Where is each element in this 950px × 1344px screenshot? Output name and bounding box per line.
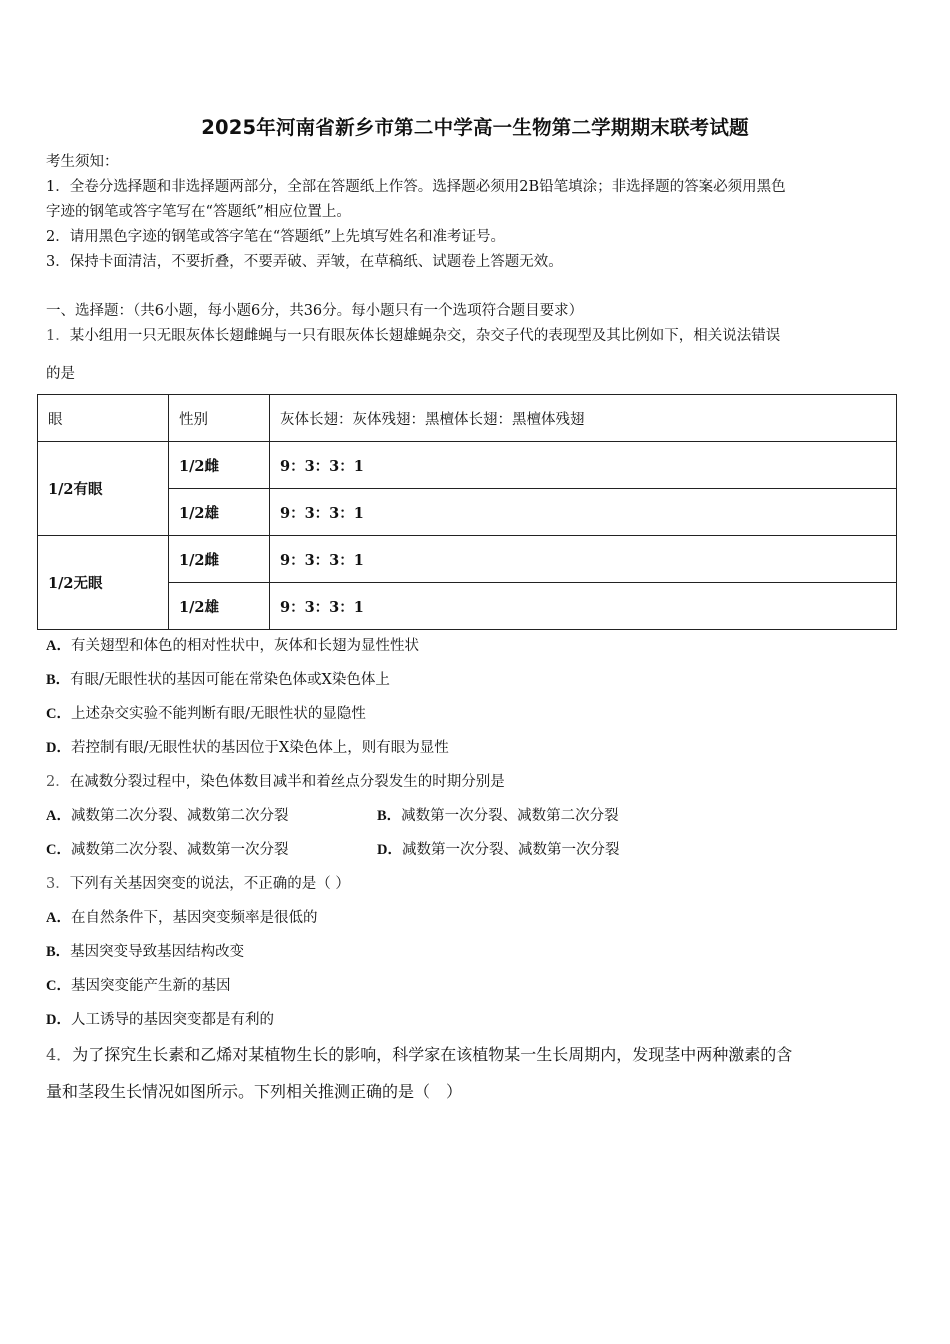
notice-item: 3．保持卡面清洁，不要折叠，不要弄破、弄皱，在草稿纸、试题卷上答题无效。 — [46, 254, 563, 270]
table-cell-ratio: 9：3：3：1 — [270, 536, 897, 583]
table-cell-ratio: 9：3：3：1 — [270, 489, 897, 536]
option-text: 基因突变导致基因结构改变 — [70, 944, 245, 960]
question-number: 4． — [46, 1045, 73, 1064]
cross-result-table — [37, 394, 897, 630]
option-a — [46, 908, 904, 928]
option-label: B． — [377, 808, 402, 824]
table-header-row — [38, 395, 897, 442]
table-cell-sex: 1/2雄 — [169, 489, 270, 536]
question-text: 在减数分裂过程中，染色体数目减半和着丝点分裂发生的时期分别是 — [69, 774, 505, 790]
option-text: 人工诱导的基因突变都是有利的 — [70, 1012, 274, 1028]
table-header-cell: 性别 — [169, 395, 270, 442]
option-c — [46, 840, 288, 860]
option-text: 减数第二次分裂、减数第一次分裂 — [70, 842, 289, 858]
option-d — [377, 840, 619, 860]
option-b — [46, 942, 904, 962]
question-1-stem — [46, 326, 904, 346]
option-text: 有眼/无眼性状的基因可能在常染色体或X染色体上 — [70, 672, 390, 688]
table-row — [38, 536, 897, 583]
question-1-stem-cont: 的是 — [46, 366, 75, 382]
option-label: C． — [46, 978, 71, 994]
question-text: 为了探究生长素和乙烯对某植物生长的影响，科学家在该植物某一生长周期内，发现茎中两种激素的含 — [72, 1045, 793, 1064]
table-header-cell: 灰体长翅：灰体残翅：黑檀体长翅：黑檀体残翅 — [270, 395, 897, 442]
option-d — [46, 738, 904, 758]
page-title: 2025年河南省新乡市第二中学高一生物第二学期期末联考试题 — [201, 116, 749, 139]
table-header-cell: 眼 — [38, 395, 169, 442]
table-cell-sex: 1/2雄 — [169, 583, 270, 630]
option-text: 减数第一次分裂、减数第二次分裂 — [401, 808, 619, 824]
option-label: A． — [46, 808, 71, 824]
option-label: A． — [46, 910, 71, 926]
table-cell-eye: 1/2有眼 — [38, 442, 169, 536]
option-c — [46, 704, 904, 724]
table-cell-sex: 1/2雌 — [169, 536, 270, 583]
option-label: D． — [46, 740, 71, 756]
notice-item: 2．请用黑色字迹的钢笔或答字笔在“答题纸”上先填写姓名和准考证号。 — [46, 229, 506, 245]
option-text: 在自然条件下，基因突变频率是很低的 — [70, 910, 318, 926]
option-d — [46, 1010, 904, 1030]
option-text: 减数第二次分裂、减数第二次分裂 — [70, 808, 289, 824]
table-cell-ratio: 9：3：3：1 — [270, 583, 897, 630]
question-4-stem — [46, 1044, 904, 1066]
question-text: 某小组用一只无眼灰体长翅雌蝇与一只有眼灰体长翅雄蝇杂交，杂交子代的表现型及其比例如下，相关说法错误 — [69, 328, 781, 344]
notice-heading: 考生须知： — [46, 154, 119, 170]
table-row — [38, 442, 897, 489]
option-c — [46, 976, 904, 996]
option-label: C． — [46, 706, 71, 722]
option-label: B． — [46, 672, 71, 688]
option-text: 有关翅型和体色的相对性状中，灰体和长翅为显性性状 — [70, 638, 419, 654]
question-4-stem-cont: 量和茎段生长情况如图所示。下列相关推测正确的是（ ） — [46, 1082, 463, 1101]
question-number: 3． — [46, 876, 70, 892]
option-text: 减数第一次分裂、减数第一次分裂 — [401, 842, 620, 858]
option-label: D． — [46, 1012, 71, 1028]
option-b — [46, 670, 904, 690]
notice-item: 1．全卷分选择题和非选择题两部分，全部在答题纸上作答。选择题必须用2B铅笔填涂；非选择题的答案必须用黑色 — [46, 179, 786, 195]
option-text: 基因突变能产生新的基因 — [70, 978, 231, 994]
question-number: 2． — [46, 774, 70, 790]
question-2-stem — [46, 772, 904, 792]
option-a — [46, 636, 904, 656]
table-cell-sex: 1/2雌 — [169, 442, 270, 489]
question-text: 下列有关基因突变的说法，不正确的是（ ） — [69, 876, 350, 892]
question-3-stem — [46, 874, 904, 894]
option-text: 若控制有眼/无眼性状的基因位于X染色体上，则有眼为显性 — [70, 740, 449, 756]
option-label: C． — [46, 842, 71, 858]
question-number: 1． — [46, 328, 70, 344]
option-label: B． — [46, 944, 71, 960]
option-a — [46, 806, 288, 826]
section-heading: 一、选择题：（共6小题，每小题6分，共36分。每小题只有一个选项符合题目要求） — [46, 303, 584, 319]
option-text: 上述杂交实验不能判断有眼/无眼性状的显隐性 — [70, 706, 366, 722]
notice-item: 字迹的钢笔或答字笔写在“答题纸”相应位置上。 — [46, 204, 351, 220]
table-cell-eye: 1/2无眼 — [38, 536, 169, 630]
option-label: A． — [46, 638, 71, 654]
option-b — [377, 806, 619, 826]
option-label: D． — [377, 842, 402, 858]
table-cell-ratio: 9：3：3：1 — [270, 442, 897, 489]
